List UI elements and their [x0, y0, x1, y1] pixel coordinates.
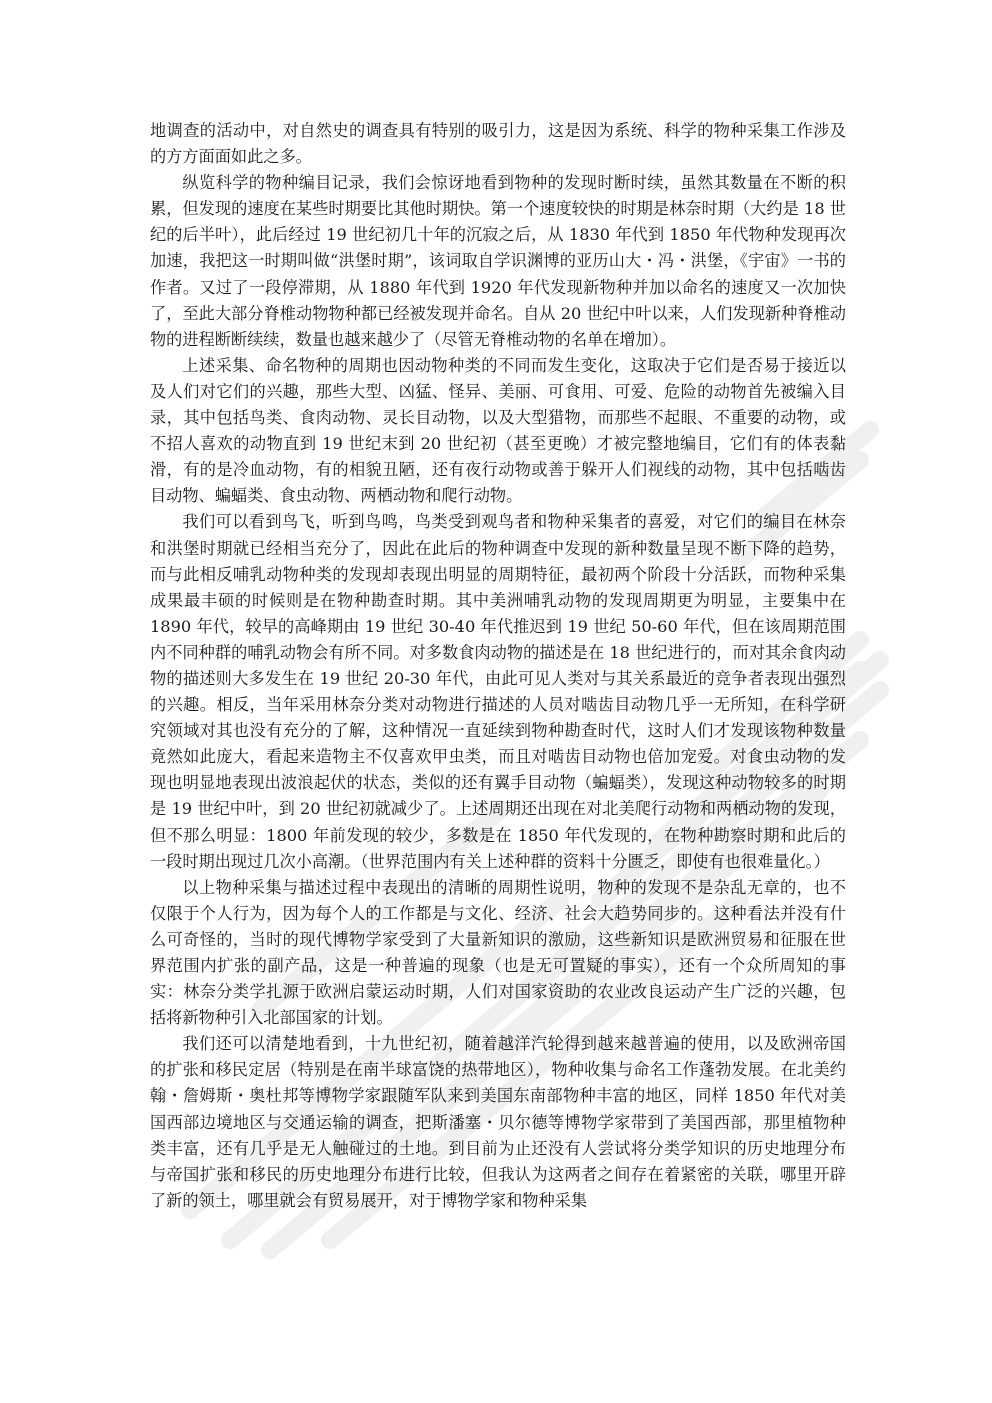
- paragraph-1: 地调查的活动中，对自然史的调查具有特别的吸引力，这是因为系统、科学的物种采集工作涉及的方方面面如此之多。: [150, 121, 846, 167]
- body-text: [150, 118, 846, 1214]
- paragraph-4: 我们可以看到鸟飞，听到鸟鸣，鸟类受到观鸟者和物种采集者的喜爱，对它们的编目在林奈和洪堡时期就已经相当充分了，因此在此后的物种调查中发现的新种数量呈现不断下降的趋势，而与此相反哺乳动物种类的发现却表现出明显的周期特征，最初两个阶段十分活跃，而物种采集成果最丰硕的时候则是在物种勘查时期。其中美洲哺乳动物的发现周期更为明显，主要集中在 1890 年代，较早的高峰期由 19 世纪 30-40 年代推迟到 19 世纪 50-60 年代，但在该周期范围内不同种群的哺乳动物会有所不同。对多数食肉动物的描述是在 18 世纪进行的，而对其余食肉动物的描述则大多发生在 19 世纪 20-30 年代，由此可见人类对与其关系最近的竞争者表现出强烈的兴趣。相反，当年采用林奈分类对动物进行描述的人员对啮齿目动物几乎一无所知，在科学研究领域对其也没有充分的了解，这种情况一直延续到物种勘查时代，这时人们才发现该物种数量竟然如此庞大，看起来造物主不仅喜欢甲虫类，而且对啮齿目动物也倍加宠爱。对食虫动物的发现也明显地表现出波浪起伏的状态，类似的还有翼手目动物（蝙蝠类），发现这种动物较多的时期是 19 世纪中叶，到 20 世纪初就减少了。上述周期还出现在对北美爬行动物和两栖动物的发现，但不那么明显：1800 年前发现的较少，多数是在 1850 年代发现的，在物种勘察时期和此后的一段时期出现过几次小高潮。（世界范围内有关上述种群的资料十分匮乏，即使有也很难量化。）: [150, 512, 846, 871]
- paragraph-3: 上述采集、命名物种的周期也因动物种类的不同而发生变化，这取决于它们是否易于接近以及人们对它们的兴趣，那些大型、凶猛、怪异、美丽、可食用、可爱、危险的动物首先被编入目录，其中包括鸟类、食肉动物、灵长目动物，以及大型猎物，而那些不起眼、不重要的动物，或不招人喜欢的动物直到 19 世纪末到 20 世纪初（甚至更晚）才被完整地编目，它们有的体表黏滑，有的是冷血动物，有的相貌丑陋，还有夜行动物或善于躲开人们视线的动物，其中包括啮齿目动物、蝙蝠类、食虫动物、两栖动物和爬行动物。: [150, 355, 846, 506]
- paragraph-5: 以上物种采集与描述过程中表现出的清晰的周期性说明，物种的发现不是杂乱无章的，也不仅限于个人行为，因为每个人的工作都是与文化、经济、社会大趋势同步的。这种看法并没有什么可奇怪的，当时的现代博物学家受到了大量新知识的激励，这些新知识是欧洲贸易和征服在世界范围内扩张的副产品，这是一种普遍的现象（也是无可置疑的事实），还有一个众所周知的事实：林奈分类学扎源于欧洲启蒙运动时期，人们对国家资助的农业改良运动产生广泛的兴趣，包括将新物种引入北部国家的计划。: [150, 877, 846, 1028]
- paragraph-2: 纵览科学的物种编目记录，我们会惊讶地看到物种的发现时断时续，虽然其数量在不断的积累，但发现的速度在某些时期要比其他时期快。第一个速度较快的时期是林奈时期（大约是 18 世纪的后半叶），此后经过 19 世纪初几十年的沉寂之后，从 1830 年代到 1850 年代物种发现再次加速，我把这一时期叫做“洪堡时期”，该词取自学识渊博的亚历山大・冯・洪堡，《宇宙》一书的作者。又过了一段停滞期，从 1880 年代到 1920 年代发现新物种并加以命名的速度又一次加快了，至此大部分脊椎动物物种都已经被发现并命名。自从 20 世纪中叶以来，人们发现新种脊椎动物的进程断断续续，数量也越来越少了（尽管无脊椎动物的名单在增加）。: [150, 173, 846, 349]
- paragraph-6: 我们还可以清楚地看到，十九世纪初，随着越洋汽轮得到越来越普遍的使用，以及欧洲帝国的扩张和移民定居（特别是在南半球富饶的热带地区），物种收集与命名工作蓬勃发展。在北美约翰・詹姆斯・奥杜邦等博物学家跟随军队来到美国东南部物种丰富的地区，同样 1850 年代对美国西部边境地区与交通运输的调查，把斯潘塞・贝尔德等博物学家带到了美国西部，那里植物种类丰富，还有几乎是无人触碰过的土地。到目前为止还没有人尝试将分类学知识的历史地理分布与帝国扩张和移民的历史地理分布进行比较，但我认为这两者之间存在着紧密的关联，哪里开辟了新的领土，哪里就会有贸易展开，对于博物学家和物种采集: [150, 1034, 846, 1210]
